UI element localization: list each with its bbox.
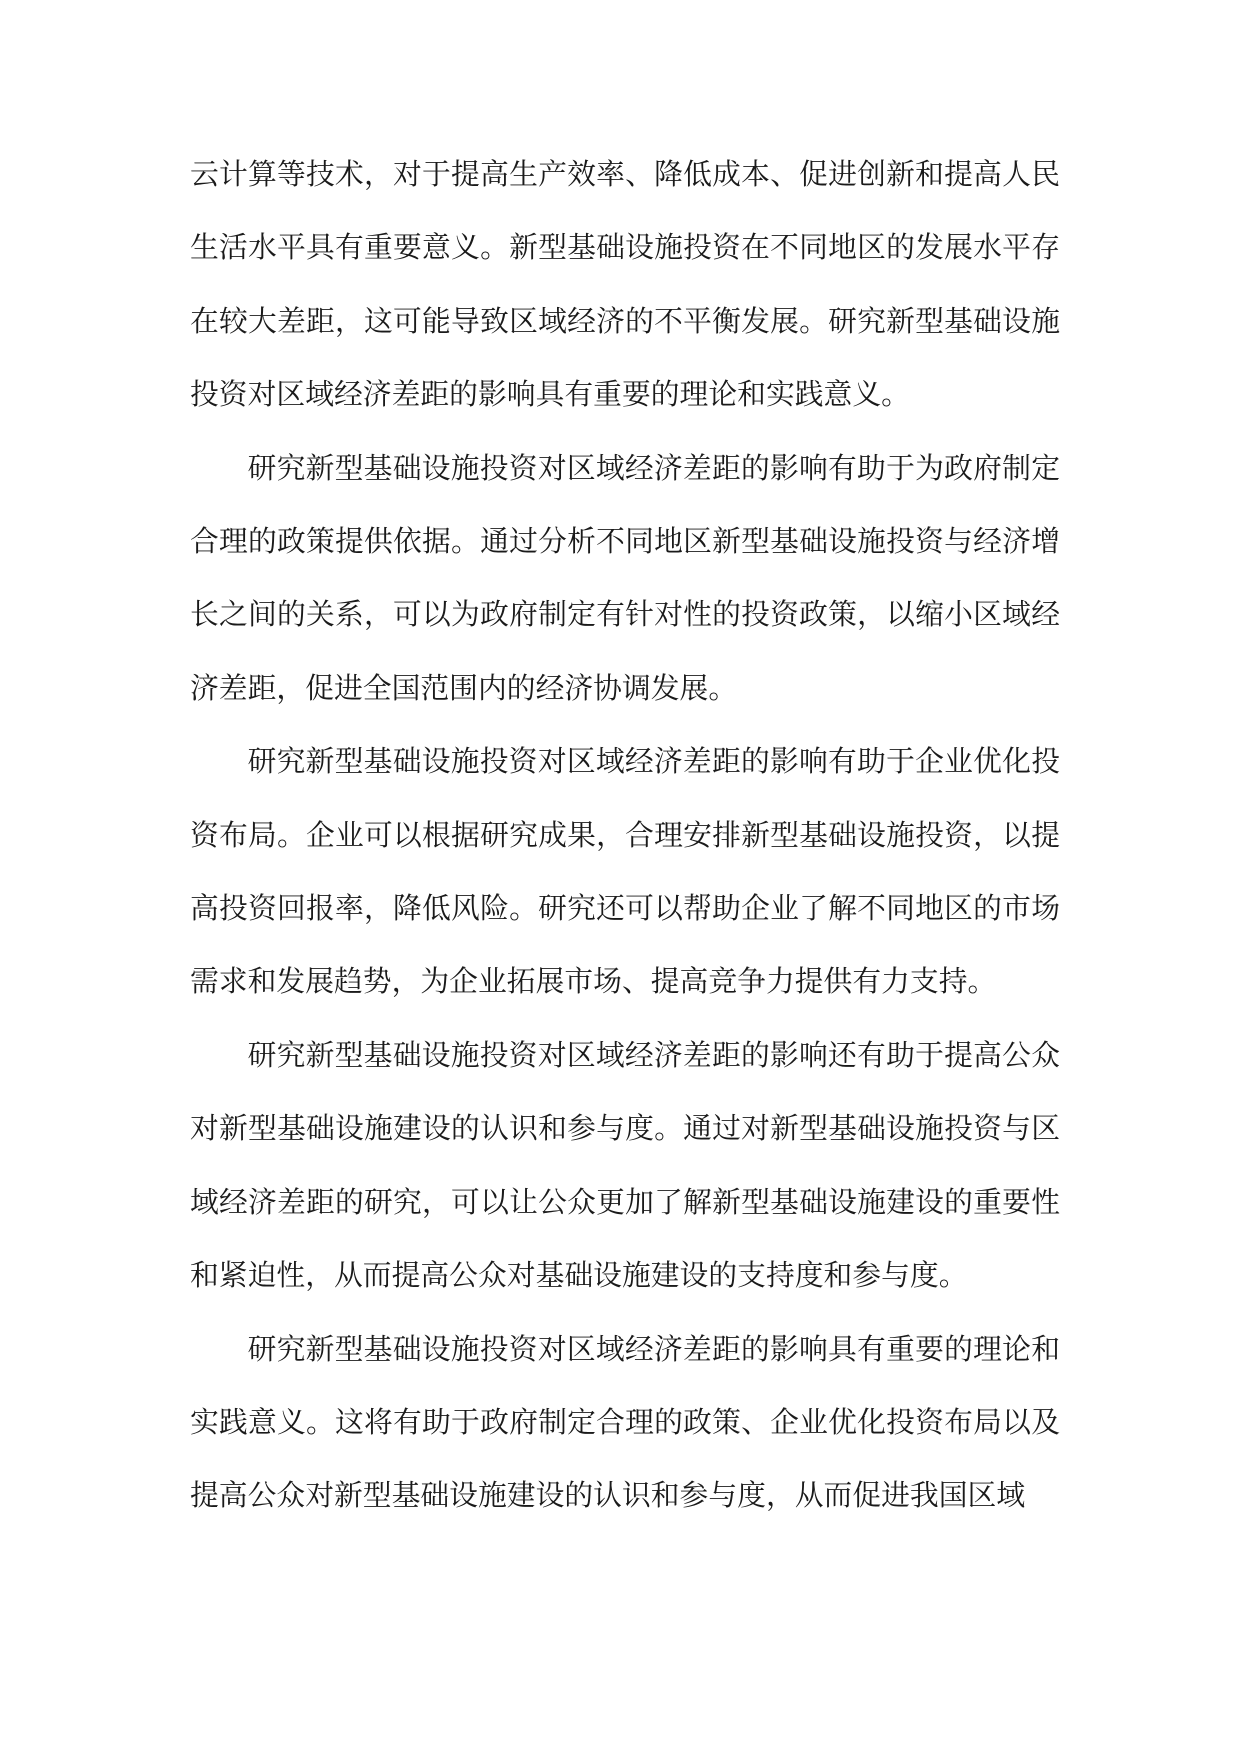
paragraph-public-awareness: 研究新型基础设施投资对区域经济差距的影响还有助于提高公众对新型基础设施建设的认识和参与度。通过对新型基础设施投资与区域经济差距的研究，可以让公众更加了解新型基础设施建设的重要性和紧迫性，从而提高公众对基础设施建设的支持度和参与度。	[190, 1037, 1060, 1293]
paragraph-enterprise-investment: 研究新型基础设施投资对区域经济差距的影响有助于企业优化投资布局。企业可以根据研究成果，合理安排新型基础设施投资，以提高投资回报率，降低风险。研究还可以帮助企业了解不同地区的市场需求和发展趋势，为企业拓展市场、提高竞争力提供有力支持。	[190, 744, 1060, 999]
paragraph-government-policy: 研究新型基础设施投资对区域经济差距的影响有助于为政府制定合理的政策提供依据。通过分析不同地区新型基础设施投资与经济增长之间的关系，可以为政府制定有针对性的投资政策，以缩小区域经济差距，促进全国范围内的经济协调发展。	[190, 450, 1060, 705]
paragraph-significance: 研究新型基础设施投资对区域经济差距的影响具有重要的理论和实践意义。这将有助于政府制定合理的政策、企业优化投资布局以及提高公众对新型基础设施建设的认识和参与度，从而促进我国区域	[190, 1331, 1060, 1513]
paragraph-continuation: 云计算等技术，对于提高生产效率、降低成本、促进创新和提高人民生活水平具有重要意义。新型基础设施投资在不同地区的发展水平存在较大差距，这可能导致区域经济的不平衡发展。研究新型基础设施投资对区域经济差距的影响具有重要的理论和实践意义。	[190, 157, 1060, 412]
body-text	[190, 138, 1060, 1533]
